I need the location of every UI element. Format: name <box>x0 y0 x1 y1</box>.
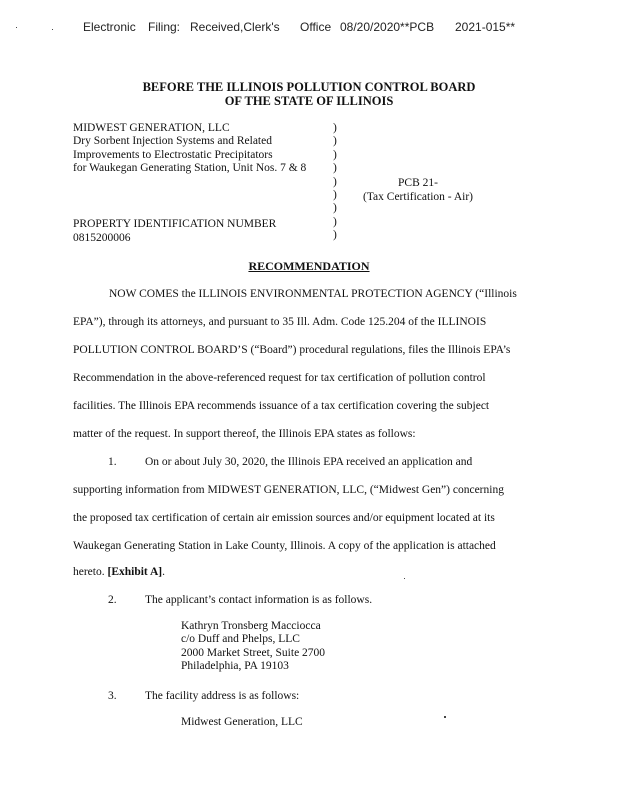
paren: ) <box>333 148 337 161</box>
paren: ) <box>333 189 337 202</box>
item-line: the proposed tax certification of certain air emission sources and/or equipment located at its <box>73 512 495 524</box>
caption-party: MIDWEST GENERATION, LLC <box>73 122 230 134</box>
body-line: EPA”), through its attorneys, and pursuant to 35 Ill. Adm. Code 125.204 of the ILLINOIS <box>73 316 487 328</box>
filing-stamp-docket: 2021-015** <box>455 20 516 34</box>
filing-stamp-electronic: Electronic <box>83 20 136 34</box>
item-line-suffix: . <box>162 566 165 578</box>
item-text: The facility address is as follows: <box>145 690 300 702</box>
caption-subject-line: for Waukegan Generating Station, Unit Nos. 7 & 8 <box>73 162 307 175</box>
body-line: matter of the request. In support thereof, the Illinois EPA states as follows: <box>73 428 416 440</box>
scan-speck <box>52 29 53 30</box>
caption-subject-line: Improvements to Electrostatic Precipitators <box>73 148 273 161</box>
item-number: 3. <box>108 690 117 702</box>
paren: ) <box>333 135 337 148</box>
paren: ) <box>333 175 337 188</box>
caption-certification-type: (Tax Certification - Air) <box>363 191 474 203</box>
address-line: 2000 Market Street, Suite 2700 <box>181 646 326 659</box>
item-number: 2. <box>108 594 117 606</box>
address-line: Philadelphia, PA 19103 <box>181 660 289 673</box>
address-line: c/o Duff and Phelps, LLC <box>181 633 300 646</box>
recommendation-heading-text: RECOMMENDATION <box>248 259 370 273</box>
body-line: POLLUTION CONTROL BOARD’S (“Board”) procedural regulations, files the Illinois EPA’s <box>73 344 511 356</box>
item-line: On or about July 30, 2020, the Illinois EPA received an application and <box>145 456 473 468</box>
caption-left <box>73 122 306 176</box>
paren: ) <box>333 122 337 134</box>
scan-speck <box>444 716 446 718</box>
body-line: facilities. The Illinois EPA recommends issuance of a tax certification covering the subject <box>73 400 490 412</box>
facility-address-line: Midwest Generation, LLC <box>181 716 303 728</box>
caption-pcb-number: PCB 21- <box>398 177 438 189</box>
page-title-line2: OF THE STATE OF ILLINOIS <box>224 94 394 108</box>
caption-pin-label: PROPERTY IDENTIFICATION NUMBER <box>73 218 277 230</box>
paren: ) <box>333 162 337 175</box>
item-number: 1. <box>108 456 117 468</box>
paren: ) <box>333 229 337 242</box>
item-line-prefix: hereto. <box>73 566 108 578</box>
recommendation-heading <box>0 259 618 274</box>
item-line: Waukegan Generating Station in Lake County, Illinois. A copy of the application is attached <box>73 540 496 552</box>
item-line: supporting information from MIDWEST GENERATION, LLC, (“Midwest Gen”) concerning <box>73 484 504 496</box>
exhibit-reference: [Exhibit A] <box>107 566 163 578</box>
address-line: Kathryn Tronsberg Macciocca <box>181 620 321 632</box>
paren: ) <box>333 215 337 228</box>
body-line: NOW COMES the ILLINOIS ENVIRONMENTAL PROTECTION AGENCY (“Illinois <box>109 288 517 300</box>
contact-address <box>181 620 325 674</box>
scan-speck <box>404 578 405 579</box>
scan-speck <box>16 27 17 28</box>
filing-stamp-office: Office <box>300 20 332 34</box>
caption-subject-line: Dry Sorbent Injection Systems and Related <box>73 135 272 148</box>
body-line: Recommendation in the above-referenced request for tax certification of pollution control <box>73 372 486 384</box>
filing-stamp-date: 08/20/2020**PCB <box>340 20 435 34</box>
filing-stamp-received: Received,Clerk's <box>190 20 280 34</box>
paren: ) <box>333 202 337 215</box>
caption-pin-value: 0815200006 <box>73 232 131 244</box>
caption-parens <box>333 122 337 243</box>
page-title-line1: BEFORE THE ILLINOIS POLLUTION CONTROL BOARD <box>142 80 476 94</box>
item-text: The applicant’s contact information is as follows. <box>145 594 373 606</box>
item-line <box>73 566 165 578</box>
filing-stamp-filing: Filing: <box>148 20 181 34</box>
